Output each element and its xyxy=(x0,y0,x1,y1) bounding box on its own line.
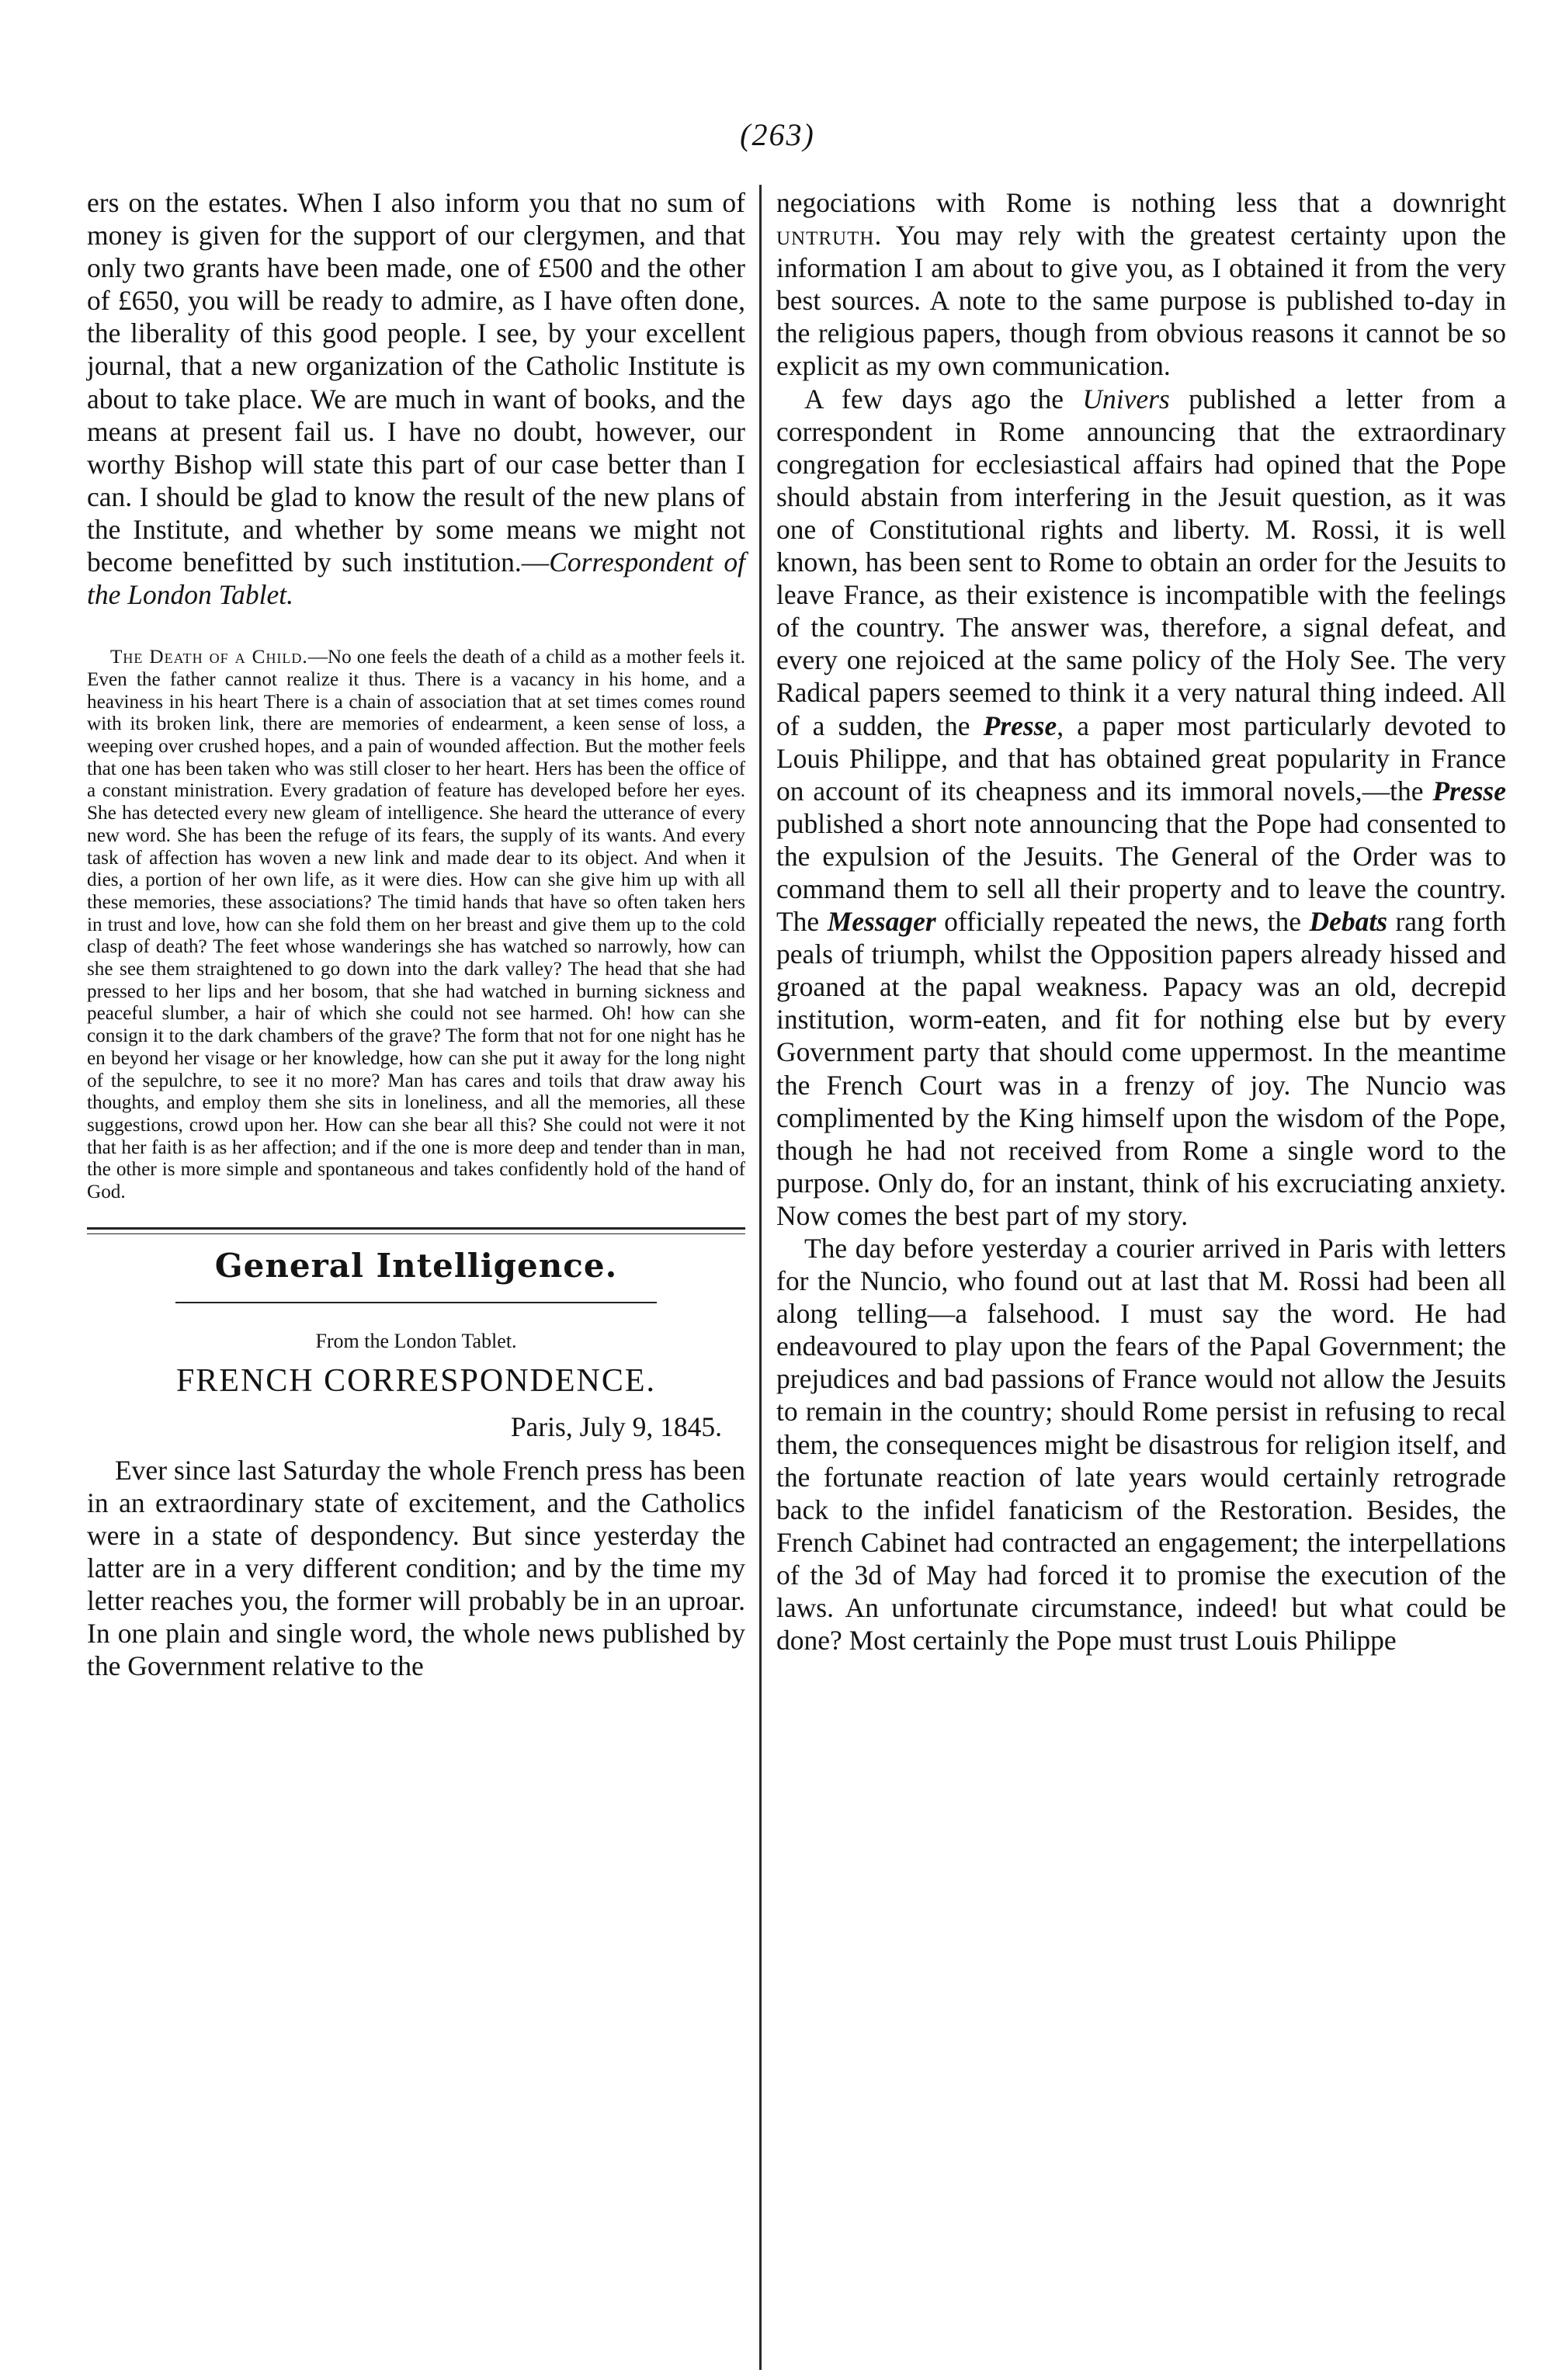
section-heading: General Intelligence. xyxy=(214,1246,618,1285)
death-of-a-child-article xyxy=(87,647,745,1204)
right-paragraph-3: The day before yesterday a courier arrived in Paris with letters for the Nuncio, who found out at last that M. Rossi had been all along telling—a falsehood. I must say the word. He had endeavoured to play upon the fears of the Papal Government; the prejudices and bad passions of France would not allow the Jesuits to remain in the country; should Rome persist in refusing to recal them, the consequences might be disastrous for religion itself, and the fortunate reaction of late years would certainly retrograde back to the infidel fanaticism of the Restoration. Besides, the French Cabinet had contracted an engagement; the interpellations of the 3d of May had forced it to promise the execution of the laws. An unfortunate circumstance, indeed! but what could be done? Most certainly the Pope must trust Louis Philippe xyxy=(776,1233,1506,1657)
section-rule xyxy=(87,1227,745,1234)
heading-rule xyxy=(175,1302,657,1303)
untruth-emphasis: untruth xyxy=(776,220,875,252)
french-paragraph: Ever since last Saturday the whole French press has been in an extraordinary state of excitement, and the Catholics were in a state of despondency. But since yesterday the latter are in a very different condition; and by the time my letter reaches you, the former will probably be in an uproar. In one plain and single word, the whole news published by the Government relative to the xyxy=(87,1454,745,1682)
letter-text: ers on the estates. When I also inform you that no sum of money is given for the support of our clergymen, and that only two grants have been made, one of £500 and the other of £650, you will be ready to admire, as I have often done, the liberality of this good people. I see, by your excellent journal, that a new organization of the Catholic Institute is about to take place. We are much in want of books, and the means at present fail us. I have no doubt, however, our worthy Bishop will state this part of our case better than I can. I should be glad to know the result of the new plans of the Institute, and whether by some means we might not become benefitted by such institution.— xyxy=(87,187,745,578)
p1-rest: . You may rely with the greatest certainty upon the information I am about to give you, as I obtained it from the very best sources. A note to the same purpose is published to-day in the religious papers, though from obvious reasons it cannot be so explicit as my own communication. xyxy=(776,220,1506,382)
p2-e: officially repeated the news, the xyxy=(935,906,1310,938)
presse-name-2: Presse xyxy=(1432,775,1506,807)
letter-paragraph xyxy=(87,186,745,611)
debats-name: Debats xyxy=(1309,906,1388,938)
letter-signature: Correspondent of the London Tablet. xyxy=(87,546,746,611)
right-paragraph-1 xyxy=(776,186,1506,383)
correspondence-title: FRENCH CORRESPONDENCE. xyxy=(175,1362,657,1399)
child-article-title: The Death of a Child. xyxy=(110,647,308,668)
univers-name: Univers xyxy=(1082,383,1170,415)
p2-f: rang forth peals of triumph, whilst the Opposition papers already hissed and groaned at the papal weakness. Papacy was an old, decrepid institution, worm-eaten, and fit for nothing else but by every Government party that should come uppermost. In the meantime the French Court was in a frenzy of joy. The Nuncio was complimented by the King himself upon the wisdom of the Pope, though he had not received from Rome a single word to the purpose. Only do, for an instant, think of his excruciating anxiety. Now comes the best part of my story. xyxy=(776,906,1506,1231)
p2-b: published a letter from a correspondent in Rome announcing that the extraordinary congregation for ecclesiastical affairs had opined that the Pope should abstain from interfering in the Jesuit question, as it was one of Constitutional rights and liberty. M. Rossi, it is well known, has been sent to Rome to obtain an order for the Jesuits to leave France, as their existence is incompatible with the feelings of the country. The answer was, therefore, a signal defeat, and every one rejoiced at the same policy of the Holy See. The very Radical papers seemed to think it a very natural thing indeed. All of a sudden, the xyxy=(776,383,1506,741)
source-line: From the London Tablet. xyxy=(315,1329,517,1352)
right-column xyxy=(776,186,1506,1657)
page-number: (263) xyxy=(740,117,815,152)
p2-d: published a short note announcing that the Pope had consented to the expulsion of the Jesuits. The General of the Order was to command them to sell all their property and to leave the country. The xyxy=(776,807,1506,938)
left-column xyxy=(87,186,745,1682)
column-divider xyxy=(759,185,762,2370)
p2-c: , a paper most particularly devoted to Louis Philippe, and that has obtained great popularity in France on account of its cheapness and its immoral novels,—the xyxy=(776,709,1506,807)
right-paragraph-2 xyxy=(776,383,1506,1232)
p1-text: negociations with Rome is nothing less that a downright xyxy=(776,187,1506,218)
dateline: Paris, July 9, 1845. xyxy=(510,1410,722,1442)
presse-name-1: Presse xyxy=(983,709,1057,741)
p2-a: A few days ago the xyxy=(804,383,1083,415)
messager-name: Messager xyxy=(827,906,936,938)
child-article-body: —No one feels the death of a child as a mother feels it. Even the father cannot realize it thus. There is a vacancy in his home, and a heaviness in his heart There is a chain of association that at set times comes round with its broken link, there are memories of endearment, a keen sense of loss, a weeping over crushed hopes, and a pain of wounded affection. But the mother feels that one has been taken who was still closer to her heart. Hers has been the office of a constant ministration. Every gradation of feature has developed before her eyes. She has detected every new gleam of intelligence. She heard the utterance of every new word. She has been the refuge of its fears, the supply of its wants. And every task of affection has woven a new link and made dear to its object. And when it dies, a portion of her own life, as it were dies. How can she give him up with all these memories, these associations? The timid hands that have so often taken hers in trust and love, how can she fold them on her breast and give them up to the cold clasp of death? The feet whose wanderings she has watched so narrowly, how can she see them straightened to go down into the dark valley? The head that she had pressed to her lips and her bosom, that she had watched in burning sickness and peaceful slumber, a hair of which she could not see harmed. Oh! how can she consign it to the dark chambers of the grave? The form that not for one night has he en beyond her visage or her knowledge, how can she put it away for the long night of the sepulchre, to see it no more? Man has cares and toils that draw away his thoughts, and employ them she sits in loneliness, and all the memories, all these suggestions, crowd upon her. How can she bear all this? She could not were it not that her faith is as her affection; and if the one is more deep and tender than in man, the other is more simple and spontaneous and takes confidently hold of the hand of God. xyxy=(87,647,746,1203)
